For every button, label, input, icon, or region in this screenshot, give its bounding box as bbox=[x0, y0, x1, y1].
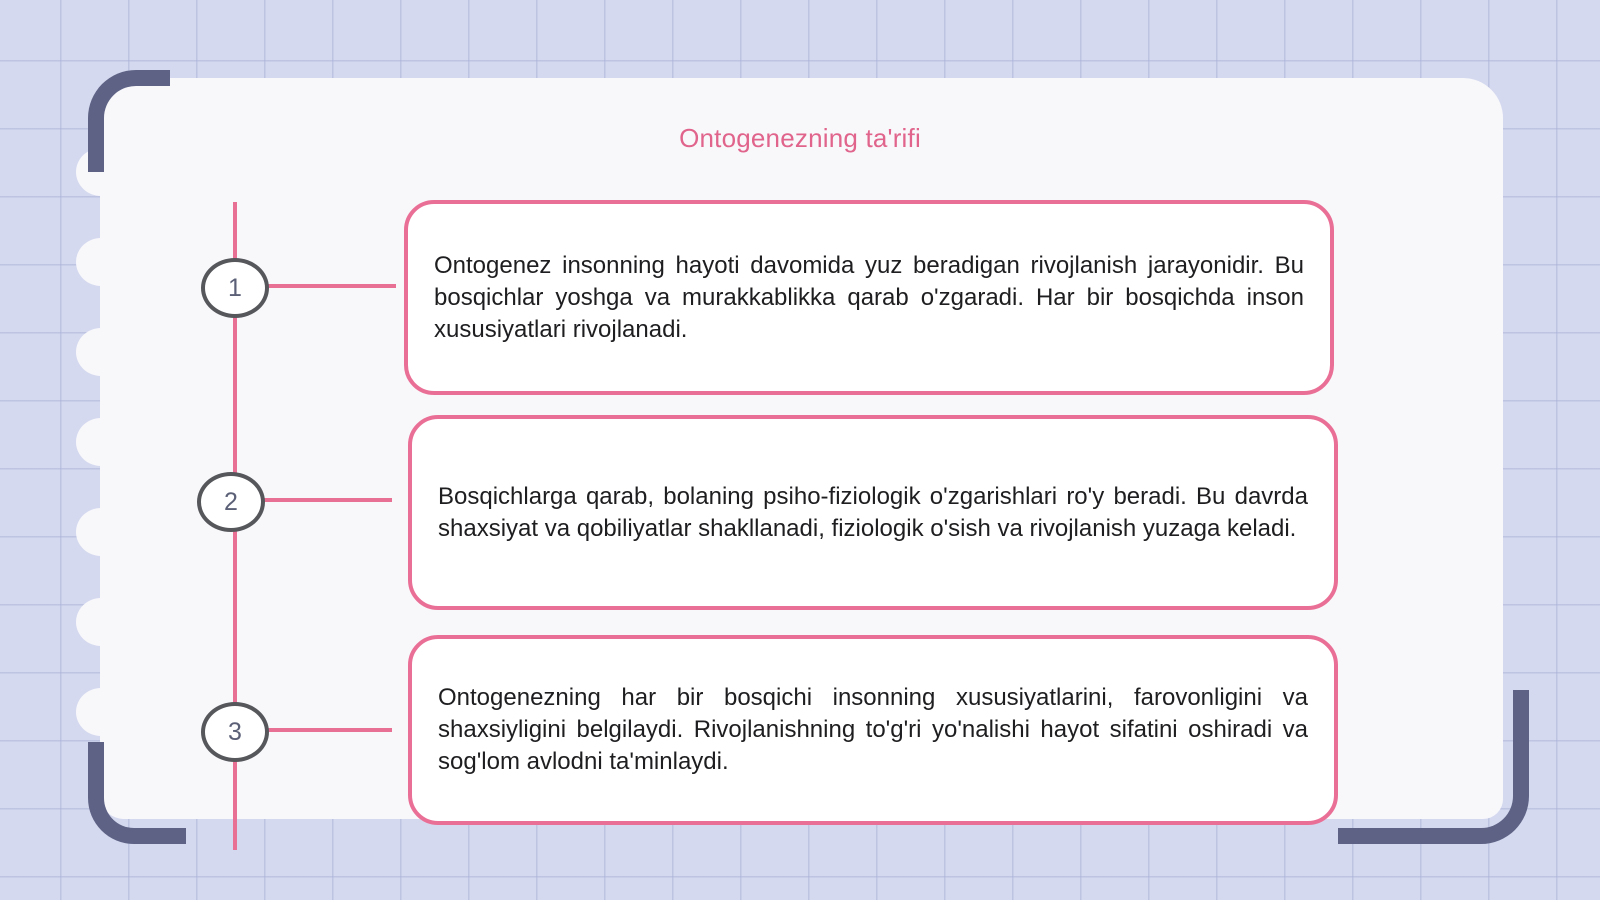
step-card-1 bbox=[404, 200, 1334, 395]
sheet-edge-bump bbox=[76, 508, 126, 556]
timeline-connector-3 bbox=[266, 728, 392, 732]
step-text-1: Ontogenez insonning hayoti davomida yuz beradigan rivojlanish jarayonidir. Bu bosqichlar yoshga va murakkablikka qarab o'zgaradi. Har bir bosqichda inson xususiyatlari rivojlanadi. bbox=[434, 251, 1304, 343]
step-number-2: 2 bbox=[197, 472, 265, 532]
step-card-2 bbox=[408, 415, 1338, 610]
timeline-connector-1 bbox=[266, 284, 396, 288]
slide-title: Ontogenezning ta'rifi bbox=[679, 123, 921, 153]
step-number-3: 3 bbox=[201, 702, 269, 762]
sheet-edge-bump bbox=[76, 328, 126, 376]
sheet-edge-bump bbox=[76, 598, 126, 646]
timeline-connector-2 bbox=[262, 498, 392, 502]
step-text-2: Bosqichlarga qarab, bolaning psiho-fiziologik o'zgarishlari ro'y beradi. Bu davrda shaxsiyat va qobiliyatlar shakllanadi, fiziologik o'sish va rivojlanish yuzaga keladi. bbox=[438, 482, 1308, 542]
corner-bracket-bottom-right bbox=[1338, 690, 1529, 844]
sheet-edge-bump bbox=[76, 418, 126, 466]
step-text-3: Ontogenezning har bir bosqichi insonning xususiyatlarini, farovonligini va shaxsiyligini belgilaydi. Rivojlanishning to'g'ri yo'nalishi hayot sifatini oshiradi va sog'lom avlodni ta'minlaydi. bbox=[438, 684, 1308, 775]
step-card-3 bbox=[408, 635, 1338, 825]
sheet-edge-bump bbox=[76, 688, 126, 736]
corner-bracket-top-left bbox=[88, 70, 170, 172]
step-number-1: 1 bbox=[201, 258, 269, 318]
corner-bracket-bottom-left bbox=[88, 742, 186, 844]
sheet-edge-bump bbox=[76, 238, 126, 286]
